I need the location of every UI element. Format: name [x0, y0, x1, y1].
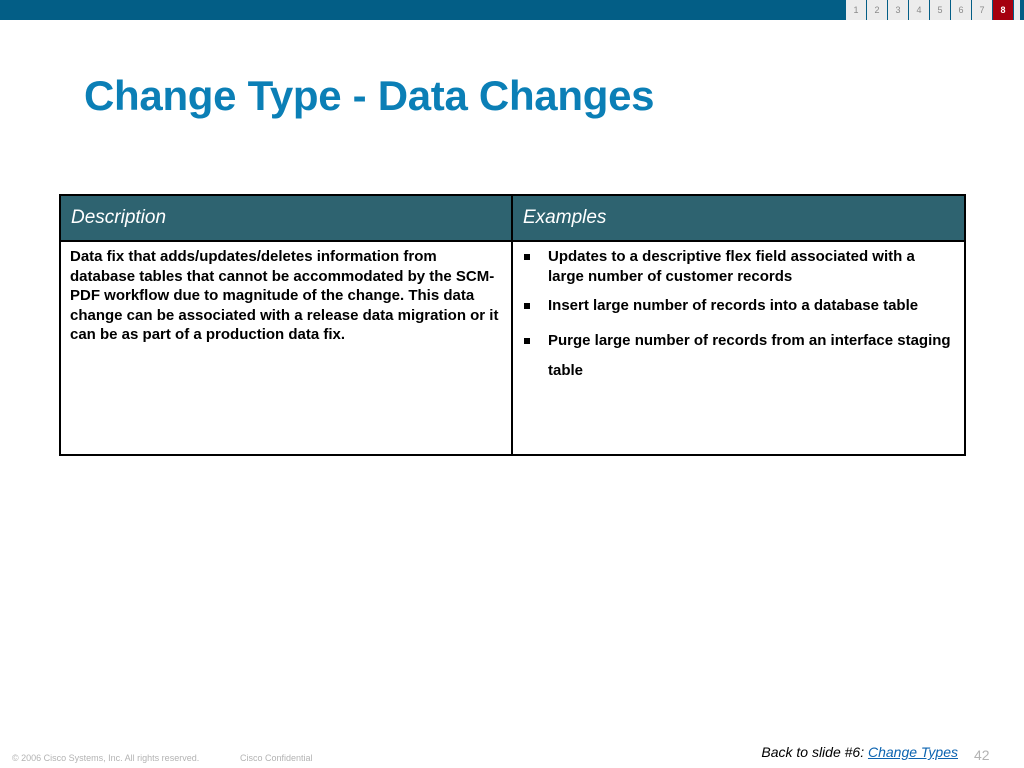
back-text: Back to slide #6: — [761, 744, 868, 760]
page-number: 42 — [974, 747, 990, 763]
page-tab-4[interactable]: 4 — [909, 0, 929, 20]
square-bullet-icon — [524, 338, 530, 344]
slide-pager — [846, 0, 1020, 20]
list-item — [523, 247, 954, 286]
back-to-slide-note — [761, 744, 958, 760]
page-tab-7[interactable]: 7 — [972, 0, 992, 20]
page-tab-3[interactable]: 3 — [888, 0, 908, 20]
page-tab-6[interactable]: 6 — [951, 0, 971, 20]
square-bullet-icon — [524, 303, 530, 309]
list-item — [523, 296, 954, 316]
example-text: Updates to a descriptive flex field associated with a large number of customer records — [548, 248, 915, 285]
table-header-row — [60, 195, 965, 241]
page-tab-overflow[interactable] — [1014, 0, 1020, 20]
page-tab-5[interactable]: 5 — [930, 0, 950, 20]
list-item — [523, 326, 954, 386]
table-row — [60, 241, 965, 455]
description-cell: Data fix that adds/updates/deletes information from database tables that cannot be accommodated by the SCM-PDF workflow due to magnitude of the change. This data change can be associated with a release data migration or it can be as part of a production data fix. — [60, 241, 512, 455]
slide-title: Change Type - Data Changes — [84, 72, 655, 119]
confidential-label: Cisco Confidential — [240, 753, 313, 763]
page-tab-1[interactable]: 1 — [846, 0, 866, 20]
page-tab-8[interactable]: 8 — [993, 0, 1013, 20]
change-type-table — [59, 194, 966, 456]
square-bullet-icon — [524, 254, 530, 260]
example-text: Purge large number of records from an interface staging table — [548, 331, 951, 379]
column-header-description: Description — [60, 195, 512, 241]
page-tab-2[interactable]: 2 — [867, 0, 887, 20]
change-types-link[interactable]: Change Types — [867, 744, 958, 760]
example-text: Insert large number of records into a database table — [548, 297, 919, 314]
examples-list — [523, 247, 954, 386]
examples-cell — [512, 241, 965, 455]
copyright-text: © 2006 Cisco Systems, Inc. All rights reserved. — [12, 753, 200, 763]
column-header-examples: Examples — [512, 195, 965, 241]
